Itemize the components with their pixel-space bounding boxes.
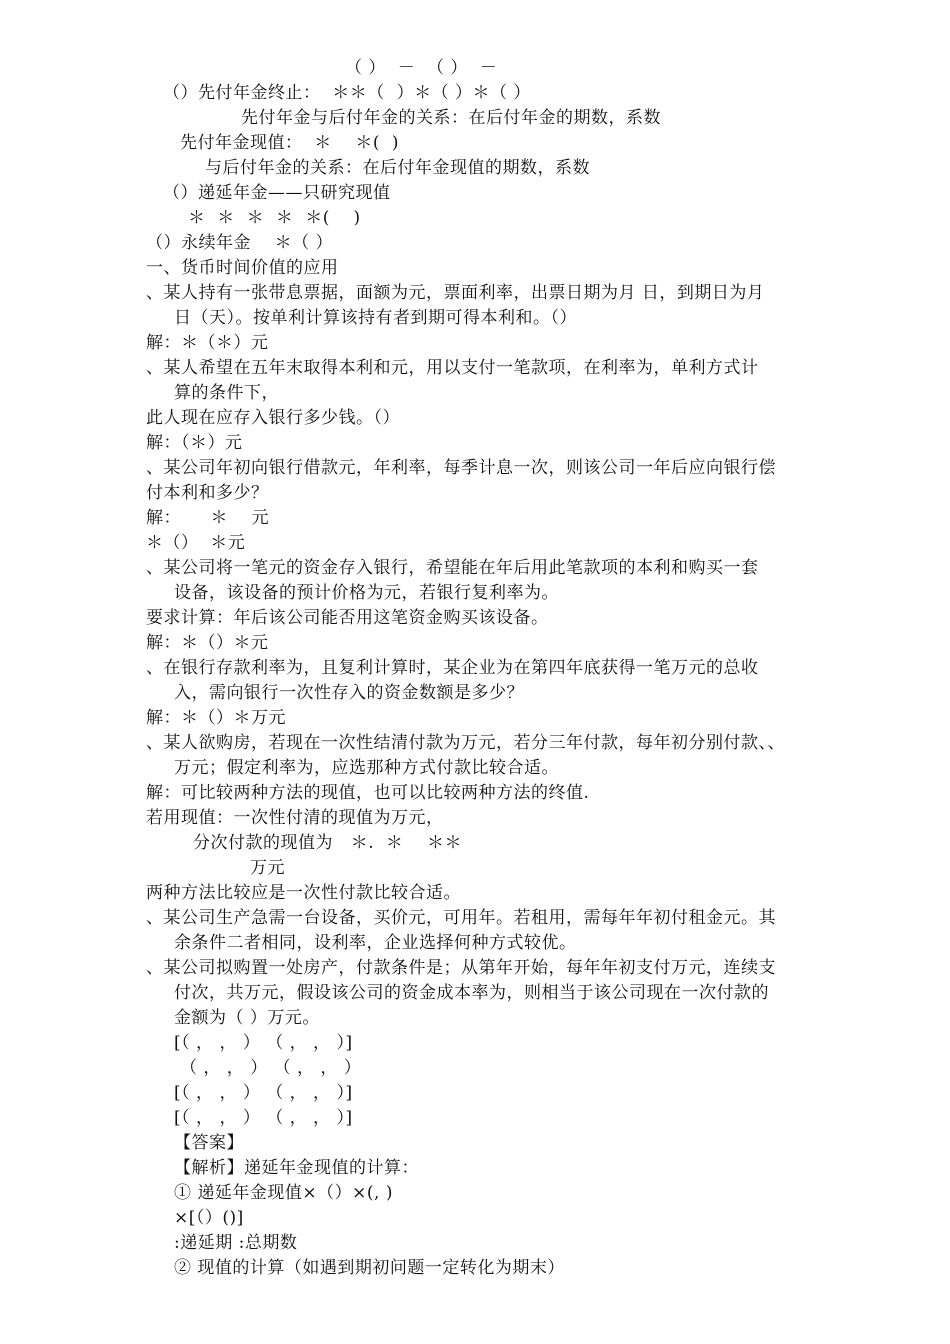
answer-line: 解：＊（）＊万元 xyxy=(146,708,286,728)
question-line: 付次，共万元，假设该公司的资金成本率为，则相当于该公司现在一次付款的 xyxy=(174,983,769,1003)
option-line: （ ， ， ） （ ， ， ） xyxy=(180,1058,362,1078)
text-line: 先付年金现值： ＊ ＊( ) xyxy=(180,133,399,153)
formula-line: 分次付款的现值为 ＊. ＊ ＊＊ xyxy=(193,833,463,853)
question-line: 入，需向银行一次性存入的资金数额是多少？ xyxy=(174,683,524,703)
question-line: 、某人持有一张带息票据，面额为元，票面利率，出票日期为月 日，到期日为月 xyxy=(146,283,765,303)
answer-line: 解： ＊ 元 xyxy=(146,508,270,528)
formula-line: （ ） － （ ） － xyxy=(345,58,498,78)
question-line: 、某人希望在五年末取得本利和元，用以支付一笔款项，在利率为，单利方式计 xyxy=(146,358,759,378)
answer-line: 若用现值：一次性付清的现值为万元， xyxy=(146,808,444,828)
answer-line: ＊（） ＊元 xyxy=(146,533,246,553)
answer-line: 解：＊（）＊元 xyxy=(146,633,269,653)
question-line: 余条件二者相同，设利率，企业选择何种方式较优。 xyxy=(174,933,577,953)
analysis-line: :递延期 :总期数 xyxy=(174,1233,298,1253)
analysis-line: ×[（）()] xyxy=(174,1208,244,1228)
analysis-line: ① 递延年金现值×（）×(, ) xyxy=(174,1183,393,1203)
question-line: 、某公司年初向银行借款元，年利率，每季计息一次，则该公司一年后应向银行偿 xyxy=(146,458,776,478)
question-line: 、某公司拟购置一处房产，付款条件是；从第年开始，每年年初支付万元，连续支 xyxy=(146,958,776,978)
text-line: 先付年金与后付年金的关系：在后付年金的期数，系数 xyxy=(241,108,661,128)
answer-line: 解：＊（＊）元 xyxy=(146,333,269,353)
question-line: 、某公司生产急需一台设备，买价元，可用年。若租用，需每年年初付租金元。其 xyxy=(146,908,776,928)
option-line: [（ ， ， ） （ ， ， ）] xyxy=(174,1108,353,1128)
question-line: 付本利和多少？ xyxy=(146,483,269,503)
question-line: 此人现在应存入银行多少钱。（） xyxy=(146,408,400,428)
text-line: （）先付年金终止： ＊＊（ ）＊（ ）＊（ ） xyxy=(163,83,531,103)
answer-line: 解：（＊）元 xyxy=(146,433,243,453)
answer-label: 【答案】 xyxy=(174,1133,244,1153)
question-line: 设备，该设备的预计价格为元，若银行复利率为。 xyxy=(174,583,559,603)
answer-line: 解：可比较两种方法的现值，也可以比较两种方法的终值. xyxy=(146,783,590,803)
question-line: 、某公司将一笔元的资金存入银行，希望能在年后用此笔款项的本利和购买一套 xyxy=(146,558,759,578)
question-line: 日（天）。按单利计算该持有者到期可得本利和。（） xyxy=(174,308,577,328)
question-line: 要求计算：年后该公司能否用这笔资金购买该设备。 xyxy=(146,608,549,628)
answer-line: 两种方法比较应是一次性付款比较合适。 xyxy=(146,883,461,903)
formula-line: ＊ ＊ ＊ ＊ ＊( ) xyxy=(188,208,361,228)
question-line: 、在银行存款利率为，且复利计算时，某企业为在第四年底获得一笔万元的总收 xyxy=(146,658,759,678)
option-line: [（ ， ， ） （ ， ， ）] xyxy=(174,1083,353,1103)
text-line: （）递延年金——只研究现值 xyxy=(163,183,391,203)
question-line: 算的条件下， xyxy=(174,383,279,403)
analysis-label: 【解析】递延年金现值的计算： xyxy=(174,1158,419,1178)
question-line: 、某人欲购房，若现在一次性结清付款为万元，若分三年付款，每年初分别付款、、 xyxy=(146,733,785,753)
question-line: 万元；假定利率为，应选那种方式付款比较合适。 xyxy=(174,758,559,778)
text-line: （）永续年金 ＊（ ） xyxy=(146,233,334,253)
question-line: 金额为（ ）万元。 xyxy=(174,1008,320,1028)
option-line: [（ ， ， ） （ ， ， ）] xyxy=(174,1033,353,1053)
section-heading: 一、货币时间价值的应用 xyxy=(146,258,339,278)
analysis-line: ② 现值的计算（如遇到期初问题一定转化为期末） xyxy=(174,1258,565,1278)
text-line: 与后付年金的关系：在后付年金现值的期数，系数 xyxy=(205,158,590,178)
formula-line: 万元 xyxy=(250,858,285,878)
